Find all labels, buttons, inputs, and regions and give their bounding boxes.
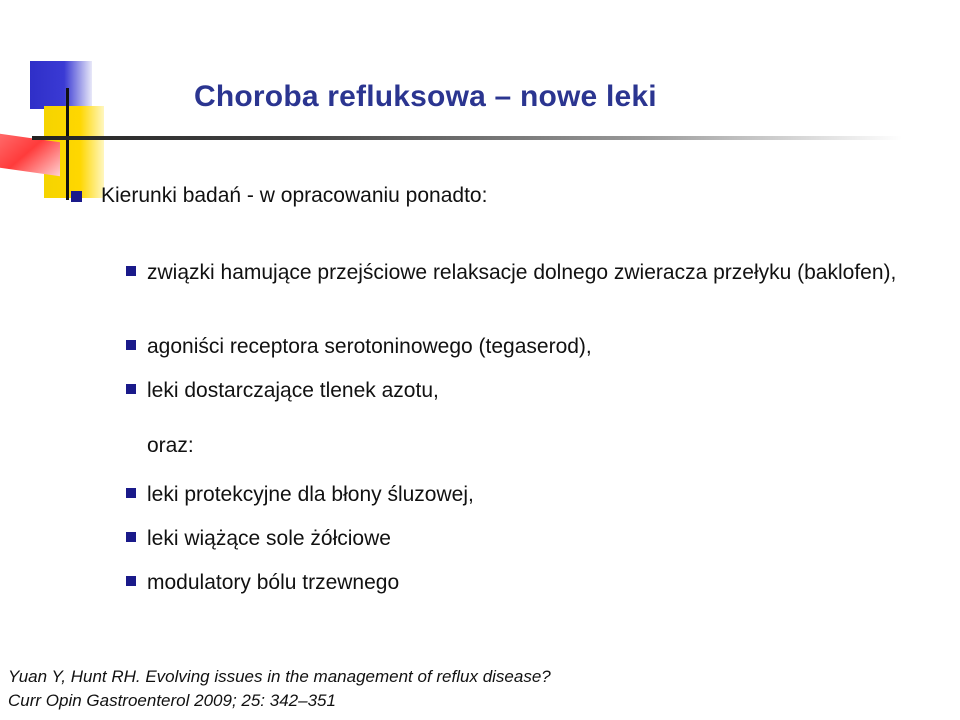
blue-square-decoration	[30, 61, 92, 109]
reference-line-2: Curr Opin Gastroenterol 2009; 25: 342–351	[8, 691, 336, 710]
list-item-text: agoniści receptora serotoninowego (tegaserod),	[147, 335, 592, 358]
list-item-text: związki hamujące przejściowe relaksacje dolnego zwieracza przełyku (baklofen),	[147, 261, 897, 284]
square-bullet-icon	[126, 576, 136, 586]
title-underline-rule	[32, 136, 902, 140]
red-shape-decoration	[0, 134, 60, 176]
list-item-text: leki wiążące sole żółciowe	[147, 527, 391, 550]
square-bullet-icon	[126, 384, 136, 394]
reference-citation	[8, 665, 551, 713]
square-bullet-icon	[71, 191, 82, 202]
list-item-text: leki protekcyjne dla błony śluzowej,	[147, 483, 474, 506]
square-bullet-icon	[126, 488, 136, 498]
list-item-text: modulatory bólu trzewnego	[147, 571, 400, 594]
connector-text: oraz:	[147, 434, 194, 457]
square-bullet-icon	[126, 266, 136, 276]
main-bullet-text: Kierunki badań - w opracowaniu ponadto:	[101, 184, 488, 207]
vertical-rule	[66, 88, 69, 200]
square-bullet-icon	[126, 532, 136, 542]
corner-decoration	[0, 40, 130, 170]
square-bullet-icon	[126, 340, 136, 350]
slide-title: Choroba refluksowa – nowe leki	[194, 80, 657, 113]
list-item-text: leki dostarczające tlenek azotu,	[147, 379, 439, 402]
reference-line-1: Yuan Y, Hunt RH. Evolving issues in the management of reflux disease?	[8, 667, 551, 686]
